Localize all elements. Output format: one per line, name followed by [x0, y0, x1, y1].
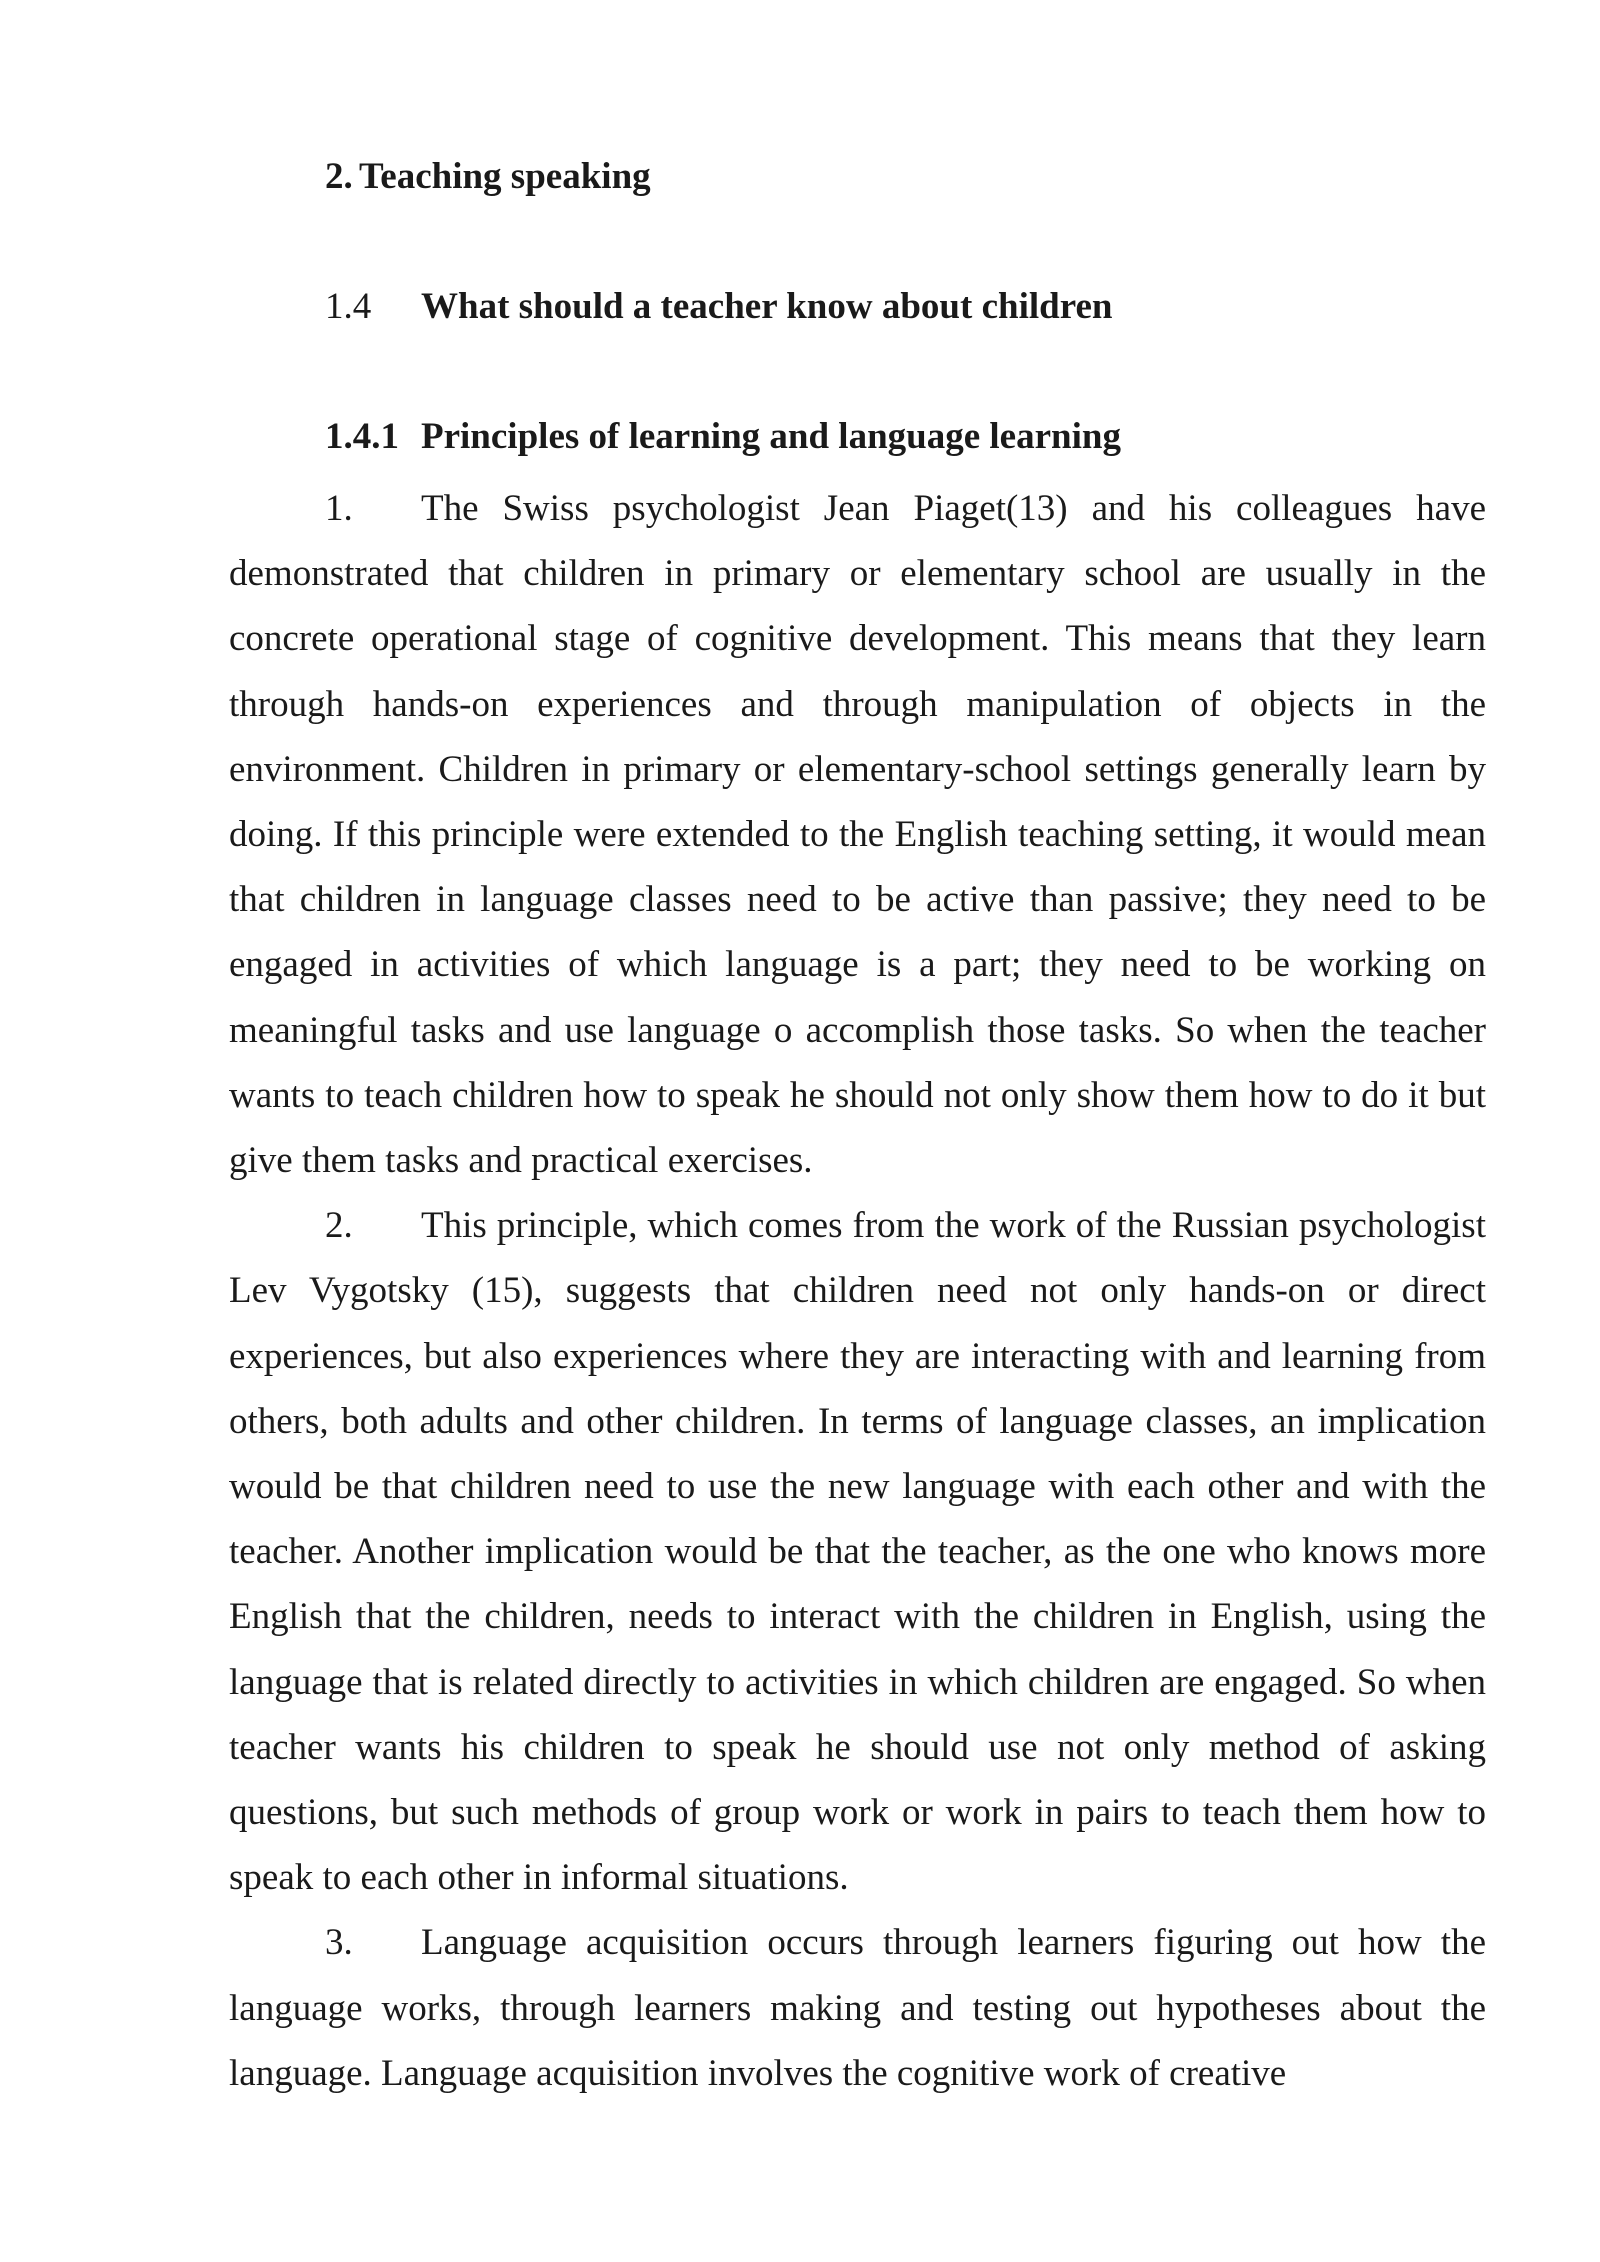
paragraph-number: 1. — [325, 488, 353, 529]
subsection-heading — [325, 415, 1121, 459]
paragraph-3 — [229, 1910, 1486, 2106]
paragraph-text: This principle, which comes from the work of the Russian psychologist Lev Vygotsky (15), suggests that children need not only hands-on or direct experiences, but also experiences where they are interacting with and learning from others, both adults and other children. In terms of language classes, an implication would be that children need to use the new language with each other and with the teacher. Another implication would be that the teacher, as the one who knows more English that the children, needs to interact with the children in English, using the language that is related directly to activities in which children are engaged. So when teacher wants his children to speak he should use not only method of asking questions, but such methods of group work or work in pairs to teach them how to speak to each other in informal situations. — [229, 1205, 1486, 1899]
section-number: 1.4 — [325, 286, 372, 327]
paragraph-text: Language acquisition occurs through learners figuring out how the language works, through learners making and testing out hypotheses about the language. Language acquisition involves the cognitive work of creative — [229, 1922, 1486, 2094]
subsection-number: 1.4.1 — [325, 416, 399, 457]
chapter-number: 2. — [325, 156, 353, 197]
paragraph-text: The Swiss psychologist Jean Piaget(13) and his colleagues have demonstrated that children in primary or elementary school are usually in the concrete operational stage of cognitive development. This means that they learn through hands-on experiences and through manipulation of objects in the environment. Children in primary or elementary-school settings generally learn by doing. If this principle were extended to the English teaching setting, it would mean that children in language classes need to be active than passive; they need to be engaged in activities of which language is a part; they need to be working on meaningful tasks and use language o accomplish those tasks. So when the teacher wants to teach children how to speak he should not only show them how to do it but give them tasks and practical exercises. — [229, 488, 1486, 1182]
section-title: What should a teacher know about children — [421, 286, 1113, 327]
paragraph-number: 2. — [325, 1205, 353, 1247]
chapter-heading — [325, 155, 651, 199]
body-text — [229, 476, 1486, 2106]
chapter-title: Teaching speaking — [359, 156, 651, 197]
section-heading — [325, 285, 1112, 329]
paragraph-number: 3. — [325, 1922, 353, 1964]
paragraph-1 — [229, 476, 1486, 1193]
subsection-title: Principles of learning and language learning — [421, 416, 1121, 457]
paragraph-2 — [229, 1193, 1486, 1910]
